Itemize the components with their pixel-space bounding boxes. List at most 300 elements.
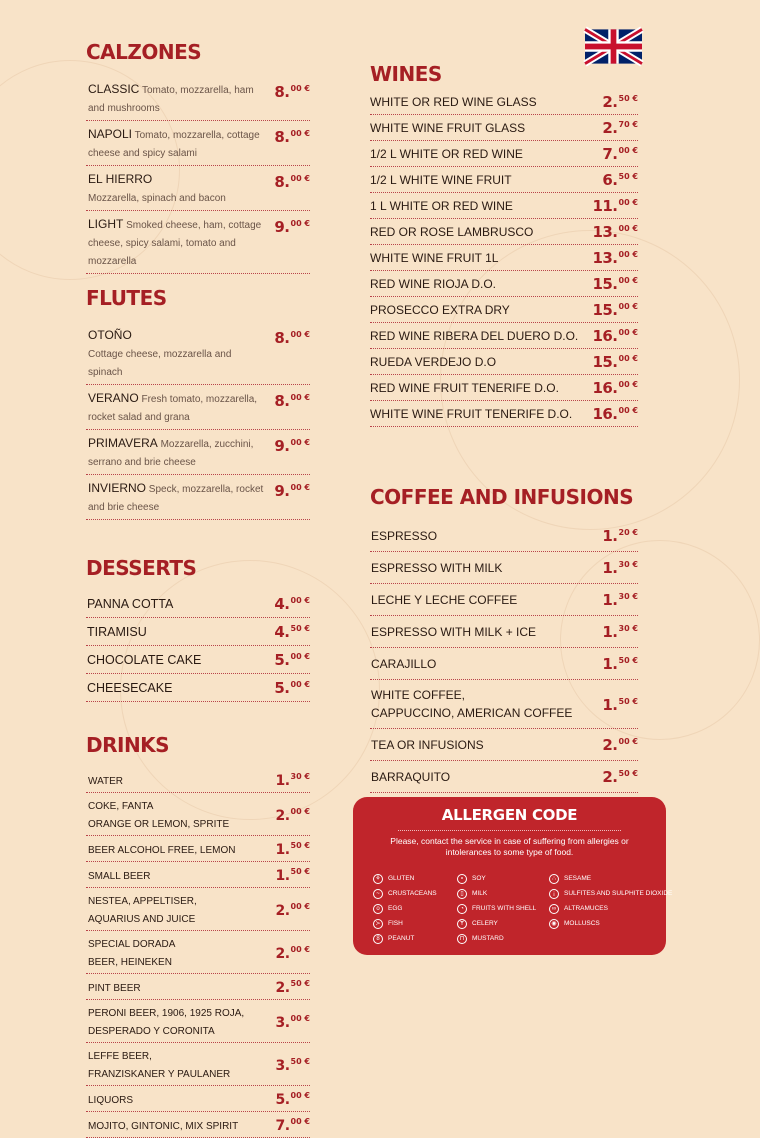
menu-item-name: WATER <box>88 775 123 787</box>
menu-item-price <box>592 248 638 267</box>
shrimp-icon: ~ <box>373 889 383 899</box>
menu-item[interactable] <box>86 1112 310 1138</box>
drinks-title: DRINKS <box>86 733 170 757</box>
menu-item[interactable] <box>86 590 310 618</box>
menu-item[interactable] <box>370 401 638 427</box>
price-decimal: 00 € <box>618 146 638 155</box>
price-decimal: 00 € <box>290 483 310 492</box>
menu-item-name: LIQUORS <box>88 1094 134 1106</box>
menu-item[interactable] <box>370 323 638 349</box>
price-decimal: 00 € <box>290 330 310 339</box>
menu-item-text <box>88 796 275 832</box>
menu-item[interactable] <box>370 520 638 552</box>
allergen-title: ALLERGEN CODE <box>441 806 578 824</box>
allergen-item <box>373 886 437 901</box>
allergen-label: FRUITS WITH SHELL <box>472 905 537 912</box>
menu-item-price <box>602 695 638 714</box>
menu-item-text <box>371 736 602 754</box>
menu-item[interactable] <box>86 1043 310 1086</box>
price-decimal: 30 € <box>618 624 638 633</box>
menu-item-text <box>371 559 602 577</box>
allergen-panel <box>353 797 673 955</box>
desserts-list <box>86 590 310 702</box>
menu-item-text <box>88 934 275 970</box>
allergen-item <box>457 886 536 901</box>
price-decimal: 00 € <box>290 1117 310 1126</box>
price-integer: 1. <box>602 623 618 641</box>
price-decimal: 00 € <box>290 174 310 183</box>
allergen-label: SULFITES AND SULPHITE DIOXIDE <box>564 890 673 897</box>
price-integer: 4. <box>274 595 290 613</box>
menu-item-price <box>274 434 310 455</box>
menu-item[interactable] <box>86 121 310 166</box>
menu-item-name: SPECIAL DORADA BEER, HEINEKEN <box>88 939 176 968</box>
menu-item-name: NESTEA, APPELTISER, AQUARIUS AND JUICE <box>88 896 197 925</box>
menu-item-price <box>275 770 310 789</box>
menu-item-price <box>602 144 638 163</box>
menu-item[interactable] <box>370 141 638 167</box>
allergen-label: MILK <box>472 890 488 897</box>
menu-item-name: RED WINE FRUIT TENERIFE D.O. <box>370 380 559 395</box>
menu-item-price <box>275 943 310 962</box>
price-integer: 15. <box>592 353 618 371</box>
menu-item-price <box>602 735 638 754</box>
menu-item-text <box>371 623 602 641</box>
wheat-icon: ⚘ <box>373 874 383 884</box>
menu-item-price <box>592 378 638 397</box>
menu-item-text <box>370 301 592 319</box>
allergen-label: CELERY <box>472 920 498 927</box>
menu-item-text <box>370 145 602 163</box>
menu-item-text <box>370 249 592 267</box>
price-decimal: 50 € <box>290 867 310 876</box>
menu-item-name: LECHE Y LECHE COFFEE <box>371 592 518 607</box>
price-decimal: 00 € <box>290 84 310 93</box>
price-integer: 1. <box>275 773 290 789</box>
egg-icon: o <box>373 904 383 914</box>
menu-item-text <box>87 651 274 669</box>
price-integer: 1. <box>602 695 618 714</box>
allergen-column <box>549 871 672 931</box>
menu-item-text <box>370 327 592 345</box>
allergen-label: SESAME <box>564 875 592 882</box>
price-decimal: 50 € <box>618 94 638 103</box>
menu-item-price <box>602 654 638 673</box>
price-decimal: 50 € <box>618 172 638 181</box>
price-integer: 2. <box>602 768 618 786</box>
price-integer: 2. <box>275 807 290 824</box>
menu-item-price <box>602 558 638 577</box>
menu-item[interactable] <box>370 648 638 680</box>
menu-item[interactable] <box>370 271 638 297</box>
menu-item[interactable] <box>86 166 310 211</box>
menu-item[interactable] <box>370 167 638 193</box>
price-decimal: 00 € <box>618 224 638 233</box>
menu-item-name: 1/2 L WHITE WINE FRUIT <box>370 172 512 187</box>
menu-item-name: WHITE COFFEE, CAPPUCCINO, AMERICAN COFFEE <box>371 688 573 720</box>
price-integer: 9. <box>274 218 290 236</box>
price-integer: 8. <box>274 83 290 101</box>
menu-item-price <box>274 125 310 146</box>
menu-item-text <box>371 686 602 722</box>
menu-item-name: RED WINE RIBERA DEL DUERO D.O. <box>370 328 579 343</box>
allergen-label: SOY <box>472 875 486 882</box>
menu-item[interactable] <box>86 211 310 274</box>
menu-item-text <box>370 275 592 293</box>
menu-item-price <box>275 900 310 919</box>
price-decimal: 00 € <box>290 944 310 954</box>
allergen-column <box>457 871 536 946</box>
menu-item-price <box>592 404 638 423</box>
menu-item-name: BEER ALCOHOL FREE, LEMON <box>88 844 236 856</box>
allergen-label: GLUTEN <box>388 875 415 882</box>
menu-item-name: RED OR ROSE LAMBRUSCO <box>370 224 534 239</box>
price-integer: 16. <box>592 405 618 423</box>
menu-item-price <box>592 274 638 293</box>
menu-item[interactable] <box>86 385 310 430</box>
menu-item-name: PROSECCO EXTRA DRY <box>370 302 510 317</box>
menu-item-description: Mozzarella, zucchini, serrano and brie cheese <box>88 439 254 468</box>
allergen-note: Please, contact the service in case of suffering from allergies or intolerances to some type of food. <box>390 836 629 857</box>
price-integer: 2. <box>602 736 618 754</box>
price-decimal: 30 € <box>290 772 310 781</box>
bottle-icon: ¡ <box>549 889 559 899</box>
price-integer: 2. <box>602 93 618 111</box>
menu-item-price <box>275 839 310 858</box>
menu-item-price <box>274 170 310 191</box>
price-decimal: 00 € <box>290 393 310 402</box>
price-integer: 1. <box>602 655 618 673</box>
price-decimal: 00 € <box>618 380 638 389</box>
menu-item-text <box>88 215 274 269</box>
price-integer: 15. <box>592 275 618 293</box>
calzones-title: CALZONES <box>86 40 202 64</box>
flutes-list <box>86 322 310 520</box>
menu-item[interactable] <box>370 89 638 115</box>
menu-item-price <box>592 326 638 345</box>
menu-item-name: TEA OR INFUSIONS <box>371 737 484 752</box>
menu-item-text <box>88 1003 275 1039</box>
menu-item-text <box>88 771 275 789</box>
menu-item[interactable] <box>86 322 310 385</box>
soy-icon: ∘ <box>457 874 467 884</box>
price-integer: 13. <box>592 223 618 241</box>
menu-item[interactable] <box>86 931 310 974</box>
price-integer: 1. <box>275 842 290 858</box>
menu-item-price <box>275 865 310 884</box>
allergen-item <box>373 931 437 946</box>
price-decimal: 00 € <box>618 328 638 337</box>
price-decimal: 00 € <box>290 652 310 661</box>
menu-item-name: CHOCOLATE CAKE <box>87 652 202 667</box>
price-decimal: 00 € <box>290 596 310 605</box>
menu-item[interactable] <box>370 219 638 245</box>
menu-item-price <box>274 650 310 669</box>
menu-item-name: WHITE WINE FRUIT TENERIFE D.O. <box>370 406 573 421</box>
peanut-icon: 8 <box>373 934 383 944</box>
price-decimal: 00 € <box>290 901 310 911</box>
coffee-title: COFFEE AND INFUSIONS <box>370 485 634 509</box>
menu-item-price <box>275 1089 310 1108</box>
menu-item-name: LIGHT <box>88 217 124 231</box>
menu-item-name: NAPOLI <box>88 127 133 141</box>
menu-item-name: ESPRESSO WITH MILK + ICE <box>371 624 537 639</box>
menu-item-name: OTOÑO <box>88 328 132 342</box>
uk-flag-icon[interactable] <box>585 28 642 65</box>
menu-item-name: SMALL BEER <box>88 870 151 882</box>
mollusc-icon: ◉ <box>549 919 559 929</box>
price-integer: 2. <box>602 119 618 137</box>
menu-item-text <box>370 405 592 423</box>
menu-item-price <box>275 1115 310 1134</box>
price-integer: 5. <box>275 1092 290 1108</box>
price-decimal: 50 € <box>618 769 638 778</box>
menu-item-name: TIRAMISU <box>87 624 147 639</box>
price-decimal: 30 € <box>618 560 638 569</box>
price-integer: 2. <box>275 902 290 919</box>
menu-item-description: Tomato, mozzarella, ham and mushrooms <box>88 85 254 114</box>
menu-item-text <box>87 595 274 613</box>
menu-item-price <box>274 80 310 101</box>
menu-item-price <box>275 977 310 996</box>
menu-item-name: CHEESECAKE <box>87 680 173 695</box>
menu-item-name: ESPRESSO WITH MILK <box>371 560 503 575</box>
price-integer: 3. <box>275 1057 290 1074</box>
price-decimal: 50 € <box>290 624 310 633</box>
menu-item-text <box>88 891 275 927</box>
nut-icon: ◔ <box>457 904 467 914</box>
menu-item-price <box>602 767 638 786</box>
menu-item-name: CARAJILLO <box>371 656 437 671</box>
price-decimal: 50 € <box>618 656 638 665</box>
price-integer: 16. <box>592 327 618 345</box>
menu-item[interactable] <box>370 349 638 375</box>
menu-item-text <box>371 768 602 786</box>
menu-item[interactable] <box>86 1000 310 1043</box>
menu-item-description: Speck, mozzarella, rocket and brie cheese <box>88 484 264 513</box>
calzones-list <box>86 76 310 274</box>
wines-title: WINES <box>370 62 442 86</box>
drinks-list <box>86 767 310 1138</box>
celery-icon: Ɏ <box>457 919 467 929</box>
menu-item[interactable] <box>86 974 310 1000</box>
menu-item-text <box>87 623 274 641</box>
menu-item[interactable] <box>370 193 638 219</box>
price-decimal: 50 € <box>290 979 310 988</box>
allergen-column <box>373 871 437 946</box>
price-integer: 7. <box>275 1118 290 1134</box>
menu-item-name: PINT BEER <box>88 982 141 994</box>
allergen-item <box>549 916 672 931</box>
menu-item[interactable] <box>370 297 638 323</box>
menu-item-text <box>87 679 274 697</box>
price-integer: 5. <box>274 651 290 669</box>
price-integer: 16. <box>592 379 618 397</box>
menu-item-text <box>88 479 274 515</box>
fish-icon: ≻ <box>373 919 383 929</box>
price-decimal: 70 € <box>618 120 638 129</box>
menu-item-price <box>274 326 310 347</box>
price-decimal: 00 € <box>290 806 310 816</box>
allergen-label: ALTRAMUCES <box>564 905 608 912</box>
allergen-label: EGG <box>388 905 403 912</box>
menu-item-name: LEFFE BEER, FRANZISKANER Y PAULANER <box>88 1051 231 1080</box>
menu-item[interactable] <box>86 1086 310 1112</box>
allergen-label: FISH <box>388 920 403 927</box>
price-integer: 13. <box>592 249 618 267</box>
price-decimal: 50 € <box>290 1056 310 1066</box>
price-integer: 1. <box>602 559 618 577</box>
menu-item-text <box>88 434 274 470</box>
allergen-label: CRUSTACEANS <box>388 890 437 897</box>
menu-item-price <box>274 678 310 697</box>
allergen-item <box>457 871 536 886</box>
menu-item-name: RUEDA VERDEJO D.O <box>370 354 497 369</box>
menu-item[interactable] <box>86 618 310 646</box>
menu-item-text <box>370 353 592 371</box>
menu-item-name: WHITE WINE FRUIT GLASS <box>370 120 526 135</box>
price-integer: 6. <box>602 171 618 189</box>
menu-item-text <box>88 840 275 858</box>
menu-item-description: Cottage cheese, mozzarella and spinach <box>88 349 232 378</box>
menu-item-text <box>370 197 592 215</box>
flutes-title: FLUTES <box>86 286 167 310</box>
allergen-item <box>373 871 437 886</box>
menu-item-name: PANNA COTTA <box>87 596 174 611</box>
menu-item-text <box>88 326 274 380</box>
menu-item-name: CLASSIC <box>88 82 140 96</box>
allergen-label: MOLLUSCS <box>564 920 600 927</box>
menu-item-text <box>371 655 602 673</box>
menu-item-name: COKE, FANTA ORANGE OR LEMON, SPRITE <box>88 801 230 830</box>
menu-item[interactable] <box>86 76 310 121</box>
menu-item-text <box>88 125 274 161</box>
menu-item-text <box>88 80 274 116</box>
price-decimal: 00 € <box>290 1013 310 1023</box>
mustard-icon: ⊓ <box>457 934 467 944</box>
menu-item[interactable] <box>86 674 310 702</box>
menu-item-name: RED WINE RIOJA D.O. <box>370 276 497 291</box>
menu-item-text <box>370 93 602 111</box>
price-decimal: 00 € <box>618 354 638 363</box>
left-column <box>86 40 310 1138</box>
allergen-item <box>373 901 437 916</box>
price-decimal: 50 € <box>618 696 638 706</box>
lupin-icon: ∞ <box>549 904 559 914</box>
allergen-item <box>373 916 437 931</box>
price-integer: 1. <box>275 868 290 884</box>
price-decimal: 00 € <box>290 680 310 689</box>
menu-item-description: Tomato, mozzarella, cottage cheese and spicy salami <box>88 130 260 159</box>
menu-item-name: PERONI BEER, 1906, 1925 ROJA, DESPERADO Y CORONITA <box>88 1008 245 1037</box>
menu-item[interactable] <box>86 862 310 888</box>
menu-item-text <box>88 389 274 425</box>
menu-item-name: BARRAQUITO <box>371 769 451 784</box>
price-integer: 2. <box>275 945 290 962</box>
price-integer: 15. <box>592 301 618 319</box>
menu-item-name: 1 L WHITE OR RED WINE <box>370 198 513 213</box>
price-integer: 8. <box>274 329 290 347</box>
menu-item-name: VERANO <box>88 391 139 405</box>
menu-item-price <box>592 196 638 215</box>
menu-item-price <box>275 1055 310 1074</box>
menu-item-name: WHITE OR RED WINE GLASS <box>370 94 537 109</box>
menu-item[interactable] <box>370 680 638 729</box>
price-decimal: 30 € <box>618 592 638 601</box>
menu-item-name: EL HIERRO <box>88 172 153 186</box>
menu-item-description: Smoked cheese, ham, cottage cheese, spicy salami, tomato and mozzarella <box>88 220 262 267</box>
menu-item[interactable] <box>86 646 310 674</box>
divider <box>398 830 621 831</box>
menu-item-price <box>602 590 638 609</box>
menu-item-text <box>370 379 592 397</box>
allergen-item <box>457 901 536 916</box>
menu-item-description: Fresh tomato, mozzarella, rocket salad and grana <box>88 394 258 423</box>
menu-item-price <box>602 118 638 137</box>
price-integer: 11. <box>592 197 618 215</box>
price-decimal: 00 € <box>618 276 638 285</box>
menu-item[interactable] <box>370 729 638 761</box>
menu-item-text <box>370 171 602 189</box>
menu-item[interactable] <box>370 245 638 271</box>
menu-item[interactable] <box>370 616 638 648</box>
price-integer: 1. <box>602 527 618 545</box>
menu-item-text <box>88 1046 275 1082</box>
sesame-icon: ∴ <box>549 874 559 884</box>
menu-item[interactable] <box>86 888 310 931</box>
menu-item[interactable] <box>370 552 638 584</box>
menu-item-text <box>370 119 602 137</box>
price-decimal: 00 € <box>290 438 310 447</box>
menu-item[interactable] <box>370 584 638 616</box>
price-decimal: 00 € <box>618 198 638 207</box>
menu-item-name: MOJITO, GINTONIC, MIX SPIRIT <box>88 1120 239 1132</box>
menu-item-price <box>274 389 310 410</box>
price-decimal: 50 € <box>290 841 310 850</box>
menu-item-price <box>592 222 638 241</box>
price-decimal: 00 € <box>290 1091 310 1100</box>
menu-item-text <box>88 1090 275 1108</box>
menu-item-price <box>275 805 310 824</box>
menu-item[interactable] <box>370 115 638 141</box>
price-decimal: 00 € <box>618 250 638 259</box>
price-integer: 9. <box>274 482 290 500</box>
menu-item-text <box>88 1116 275 1134</box>
menu-item[interactable] <box>86 793 310 836</box>
menu-item[interactable] <box>86 767 310 793</box>
allergen-label: MUSTARD <box>472 935 504 942</box>
price-decimal: 00 € <box>290 219 310 228</box>
menu-item-description: Mozzarella, spinach and bacon <box>88 193 226 204</box>
menu-item-text <box>371 591 602 609</box>
price-integer: 8. <box>274 173 290 191</box>
menu-item-text <box>371 527 602 545</box>
menu-item-price <box>602 622 638 641</box>
menu-item[interactable] <box>370 761 638 793</box>
menu-item[interactable] <box>86 475 310 520</box>
right-column <box>370 62 638 793</box>
menu-item-name: PRIMAVERA <box>88 436 158 450</box>
allergen-item <box>457 931 536 946</box>
menu-item-price <box>275 1012 310 1031</box>
menu-item[interactable] <box>86 836 310 862</box>
price-integer: 4. <box>274 623 290 641</box>
menu-item[interactable] <box>370 375 638 401</box>
allergen-item <box>549 901 672 916</box>
menu-item[interactable] <box>86 430 310 475</box>
price-integer: 3. <box>275 1014 290 1031</box>
allergen-item <box>457 916 536 931</box>
